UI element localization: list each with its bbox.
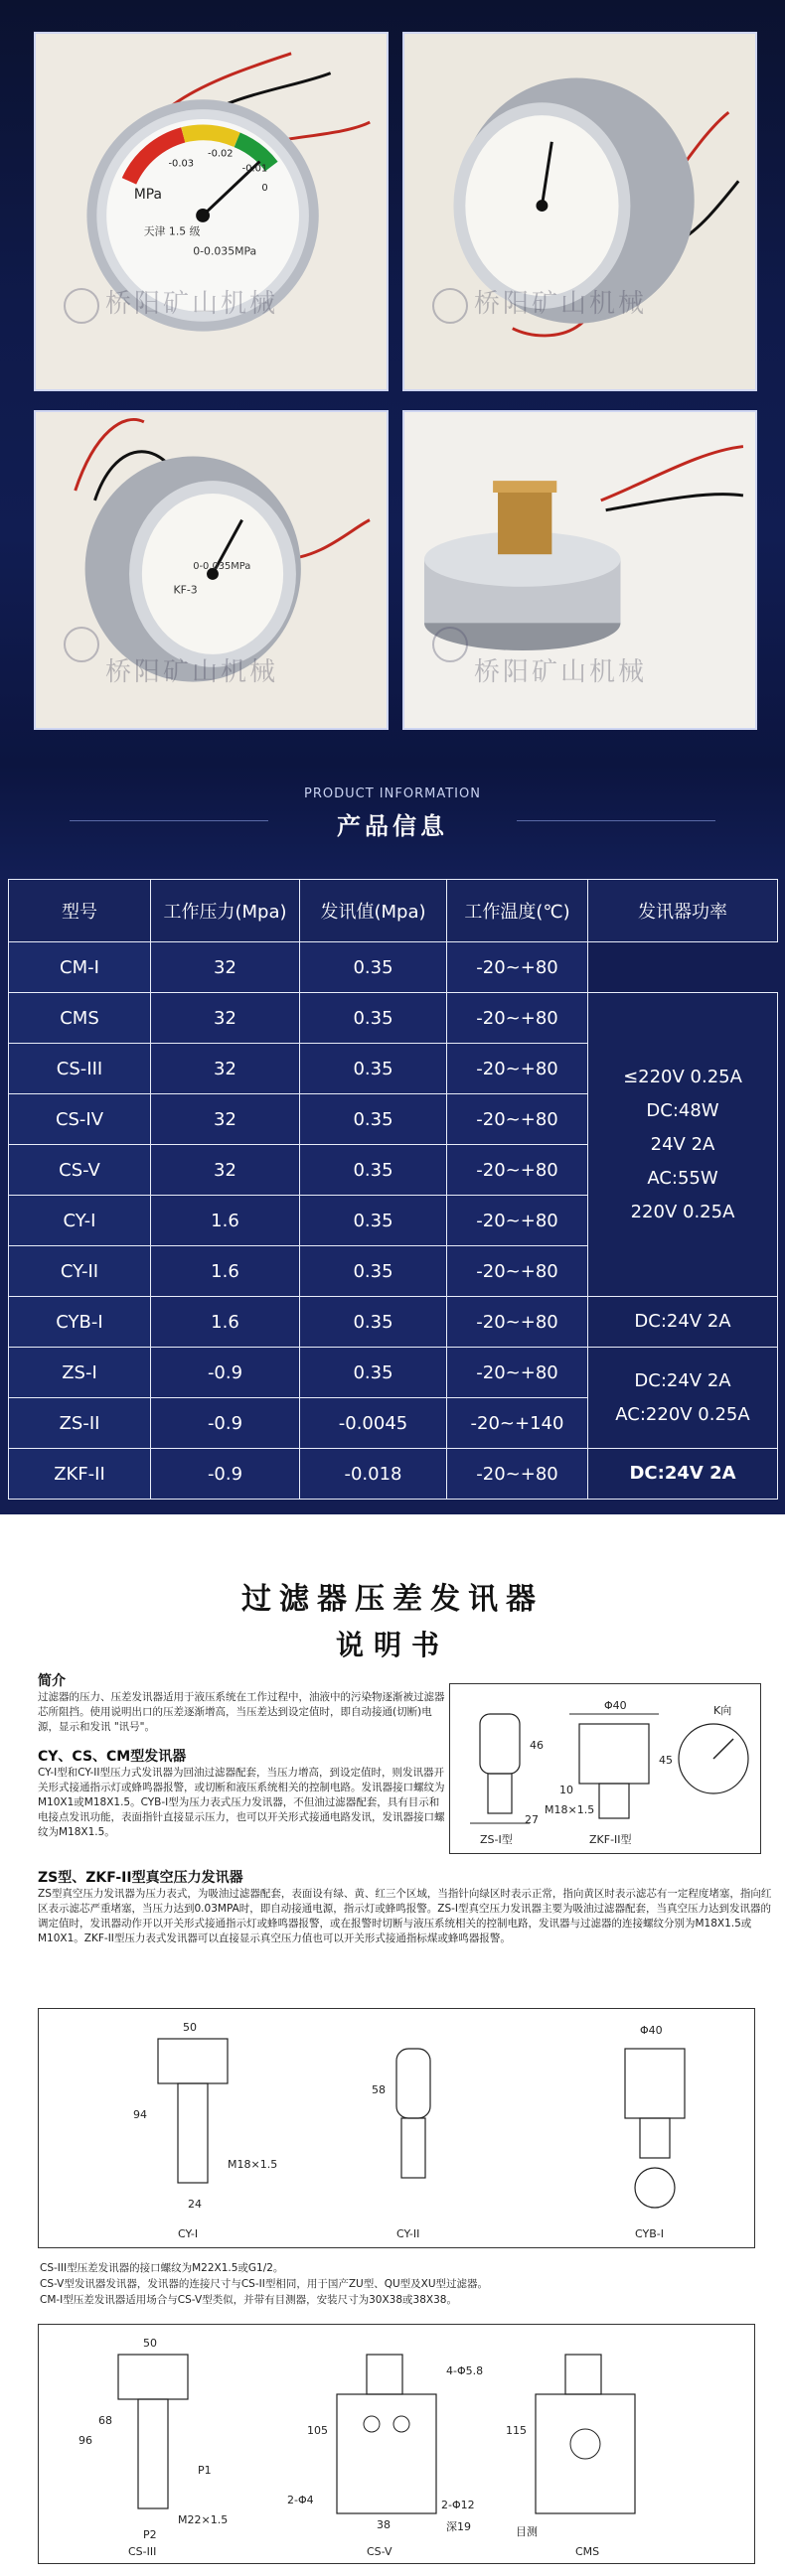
- cell-power-group-4: [588, 1449, 778, 1500]
- watermark-text-2: 桥阳矿山机械: [474, 289, 648, 319]
- table-row: [9, 993, 778, 1044]
- fig3-label-bores: 2-Φ12: [441, 2499, 475, 2511]
- cell-model: ZS-II: [9, 1398, 151, 1449]
- manual-subtitle: 说明书: [335, 1629, 449, 1661]
- header-signal: 发讯值(Mpa): [300, 880, 447, 942]
- fig3-label-96: 96: [78, 2434, 92, 2447]
- cell-pressure: 1.6: [151, 1196, 300, 1246]
- cell-power-group-3: [588, 1348, 778, 1449]
- gauge3-range: 0-0.035MPa: [193, 561, 251, 573]
- cell-temperature: -20~+80: [447, 1348, 588, 1398]
- table-row: [9, 942, 778, 993]
- power-line: DC:24V 2A: [629, 1463, 736, 1484]
- power-line: AC:220V 0.25A: [615, 1403, 750, 1425]
- fig1-label-45: 45: [659, 1754, 673, 1767]
- fig3-label-105: 105: [307, 2424, 328, 2437]
- fig2-label-24: 24: [188, 2198, 202, 2211]
- intro-text: 过滤器的压力、压差发讯器适用于液压系统在工作过程中，油液中的污染物逐渐被过滤器芯所阻挡。使用说明出口的压差逐渐增高，当压差达到设定值时，即自动接通(切断)电源，显示和发讯 "讯号"。: [38, 1691, 445, 1733]
- table-header-row: [9, 880, 778, 942]
- cell-signal: 0.35: [300, 1297, 447, 1348]
- header-temperature: 工作温度(℃): [447, 880, 588, 942]
- gauge-scale-2: -0.02: [208, 148, 234, 160]
- fig1-label-dia: Φ40: [604, 1699, 627, 1712]
- cell-temperature: -20~+80: [447, 942, 588, 993]
- fig3-label-cms: CMS: [575, 2545, 600, 2558]
- cell-model: CYB-I: [9, 1297, 151, 1348]
- fig1-label-thread: M18×1.5: [545, 1803, 595, 1816]
- cell-model: ZKF-II: [9, 1449, 151, 1500]
- fig2-label-cyb1: CYB-I: [635, 2227, 664, 2240]
- cell-temperature: -20~+80: [447, 993, 588, 1044]
- fig2-label-dia: Φ40: [640, 2024, 663, 2037]
- gauge-scale-4: 0: [261, 183, 268, 195]
- power-line: DC:24V 2A: [634, 1369, 731, 1391]
- cell-pressure: 32: [151, 1044, 300, 1094]
- cell-pressure: -0.9: [151, 1449, 300, 1500]
- cy-heading: CY、CS、CM型发讯器: [38, 1749, 187, 1765]
- fig1-label-zs: ZS-I型: [480, 1833, 513, 1846]
- power-line: AC:55W: [647, 1167, 718, 1189]
- fig3-label-sight: 目测: [516, 2525, 538, 2538]
- table-row: [9, 1297, 778, 1348]
- power-line: 24V 2A: [650, 1133, 715, 1155]
- cell-signal: -0.0045: [300, 1398, 447, 1449]
- fig1-label-zkf: ZKF-II型: [589, 1833, 632, 1846]
- gauge-unit: MPa: [133, 187, 163, 204]
- cell-signal: 0.35: [300, 942, 447, 993]
- cell-signal: 0.35: [300, 1044, 447, 1094]
- cell-signal: 0.35: [300, 1246, 447, 1297]
- fig2-label-58: 58: [372, 2083, 386, 2096]
- product-info-chinese: 产品信息: [337, 812, 448, 840]
- fig2-label-cy1: CY-I: [178, 2227, 199, 2240]
- cell-signal: -0.018: [300, 1449, 447, 1500]
- cell-temperature: -20~+80: [447, 1044, 588, 1094]
- cell-model: CS-III: [9, 1044, 151, 1094]
- cell-pressure: 32: [151, 1094, 300, 1145]
- intro-heading: 简介: [38, 1673, 66, 1689]
- fig2-label-94: 94: [133, 2108, 147, 2121]
- header-pressure: 工作压力(Mpa): [151, 880, 300, 942]
- cell-temperature: -20~+80: [447, 1297, 588, 1348]
- power-line: DC:24V 2A: [634, 1311, 731, 1332]
- cell-temperature: -20~+80: [447, 1094, 588, 1145]
- product-photo-gauge-back: [402, 410, 757, 730]
- cell-model: CS-IV: [9, 1094, 151, 1145]
- fig1-label-27: 27: [525, 1813, 539, 1826]
- zs-text: ZS型真空压力发讯器为压力表式，为吸油过滤器配套，表面设有绿、黄、红三个区域，当指针向绿区时表示正常，指向黄区时表示滤芯有一定程度堵塞，指向红区表示滤芯严重堵塞，当压力达到0.03MPA时，即自动接通电源，指示灯或蜂鸣报警。ZS-I型真空压力发讯器主要为吸油过滤器配套，当真空压力达到发讯器的调定值时，发讯器动作开以开关形式接通指示灯或蜂鸣器报警，或在报警时切断与液压系统相关的控制电路，发讯器与过滤器的连接螺纹分别为M18X1.5或M10X1。ZKF-II型压力表式发讯器可以直接显示真空压力值也可以开关形式接通指标煤或蜂鸣器报警。: [38, 1888, 772, 1944]
- product-info-header: [0, 765, 785, 879]
- watermark-logo-4: [432, 627, 468, 662]
- cell-model: CY-I: [9, 1196, 151, 1246]
- fig2-label-cy2: CY-II: [396, 2227, 420, 2240]
- watermark-logo: [64, 288, 99, 324]
- product-photo-gauge-angle: [402, 32, 757, 391]
- watermark-text-3: 桥阳矿山机械: [105, 657, 279, 687]
- cell-power-group-2: [588, 1297, 778, 1348]
- spec-table-section: [0, 879, 785, 1514]
- watermark-logo-2: [432, 288, 468, 324]
- gauge3-model: KF-3: [173, 583, 198, 597]
- figure-cs-drawing: [39, 2325, 754, 2563]
- fig3-label-depth: 深19: [446, 2520, 471, 2533]
- cy-text: CY-I型和CY-II型压力式发讯器为回油过滤器配套，当压力增高，到设定值时，则发讯器开关形式接通指示灯或蜂鸣器报警，或切断和液压系统相关的控制电路。发讯器接口螺纹为M10X1或M18X1.5。CYB-I型为压力表式压力发讯器，不但油过滤器配套，具有目示和电接点发讯功能，表面指针直接显示压力，也可以开关形式接通电路发讯，发讯器接口螺纹为M18X1.5。: [38, 1767, 445, 1838]
- header-model: 型号: [9, 880, 151, 942]
- cell-pressure: -0.9: [151, 1398, 300, 1449]
- cell-signal: 0.35: [300, 1094, 447, 1145]
- fig3-label-cs3: CS-III: [128, 2545, 157, 2558]
- cell-model: CY-II: [9, 1246, 151, 1297]
- cell-pressure: 1.6: [151, 1246, 300, 1297]
- product-photo-gauge-wires: [34, 410, 389, 730]
- header-power: 发讯器功率: [588, 880, 778, 942]
- cell-model: CMS: [9, 993, 151, 1044]
- cell-model: CM-I: [9, 942, 151, 993]
- figure-cy-drawing: [39, 2009, 754, 2247]
- note-line: CS-III型压差发讯器的接口螺纹为M22X1.5或G1/2。: [40, 2262, 284, 2274]
- table-row: [9, 1348, 778, 1398]
- cell-model: ZS-I: [9, 1348, 151, 1398]
- cell-temperature: -20~+80: [447, 1196, 588, 1246]
- fig2-label-50: 50: [183, 2021, 197, 2034]
- note-line: CS-V型发讯器发讯器，发讯器的连接尺寸与CS-II型相同，用于国产ZU型、QU型及XU型过滤器。: [40, 2278, 489, 2290]
- fig1-label-k: K向: [713, 1704, 732, 1717]
- cell-pressure: 32: [151, 1145, 300, 1196]
- fig3-label-p2: P2: [143, 2528, 157, 2541]
- watermark-text-4: 桥阳矿山机械: [474, 657, 648, 687]
- cell-model: CS-V: [9, 1145, 151, 1196]
- cell-signal: 0.35: [300, 1145, 447, 1196]
- fig3-label-thread: M22×1.5: [178, 2513, 229, 2526]
- watermark-logo-3: [64, 627, 99, 662]
- cell-signal: 0.35: [300, 1196, 447, 1246]
- spec-table: [8, 879, 778, 1500]
- cell-pressure: 32: [151, 993, 300, 1044]
- cell-temperature: -20~+80: [447, 1449, 588, 1500]
- watermark-text: 桥阳矿山机械: [105, 289, 279, 319]
- gauge-scale-1: -0.03: [168, 158, 195, 170]
- table-row: [9, 1449, 778, 1500]
- figure-cs: [38, 2324, 755, 2564]
- fig3-label-pins: 2-Φ4: [287, 2494, 314, 2506]
- figure-cy: [38, 2008, 755, 2248]
- cell-power-group-1: [588, 993, 778, 1297]
- zs-heading: ZS型、ZKF-II型真空压力发讯器: [38, 1870, 243, 1886]
- fig3-label-68: 68: [98, 2414, 112, 2427]
- product-photo-section: [0, 0, 785, 765]
- fig3-label-115: 115: [506, 2424, 527, 2437]
- fig3-label-50: 50: [143, 2337, 157, 2350]
- figure-zs-zkf: [449, 1683, 761, 1854]
- cell-temperature: -20~+80: [447, 1145, 588, 1196]
- fig3-label-cs5: CS-V: [367, 2545, 392, 2558]
- product-info-english: PRODUCT INFORMATION: [304, 787, 481, 801]
- manual-document: [0, 1529, 785, 2576]
- cell-pressure: 32: [151, 942, 300, 993]
- cell-pressure: -0.9: [151, 1348, 300, 1398]
- fig3-label-38: 38: [377, 2518, 391, 2531]
- gauge-scale-3: -0.01: [241, 163, 268, 175]
- power-line: 220V 0.25A: [630, 1201, 735, 1222]
- gauge-maker: 天津 1.5 级: [143, 224, 201, 238]
- fig2-label-thread: M18×1.5: [228, 2158, 278, 2171]
- cell-pressure: 1.6: [151, 1297, 300, 1348]
- gauge-range: 0-0.035MPa: [193, 244, 257, 258]
- fig1-label-10: 10: [559, 1784, 573, 1796]
- product-photo-gauge-front: [34, 32, 389, 391]
- fig1-label-46: 46: [530, 1739, 544, 1752]
- power-line: ≤220V 0.25A: [623, 1066, 742, 1087]
- fig3-label-p1: P1: [198, 2464, 212, 2477]
- manual-title: 过滤器压差发讯器: [241, 1582, 544, 1617]
- cell-temperature: -20~+140: [447, 1398, 588, 1449]
- note-line: CM-I型压差发讯器适用场合与CS-V型类似，并带有目测器，安装尺寸为30X38或38X38。: [40, 2294, 457, 2306]
- cell-signal: 0.35: [300, 993, 447, 1044]
- fig3-label-holes: 4-Φ5.8: [446, 2364, 484, 2377]
- cell-signal: 0.35: [300, 1348, 447, 1398]
- cell-temperature: -20~+80: [447, 1246, 588, 1297]
- power-line: DC:48W: [646, 1099, 719, 1121]
